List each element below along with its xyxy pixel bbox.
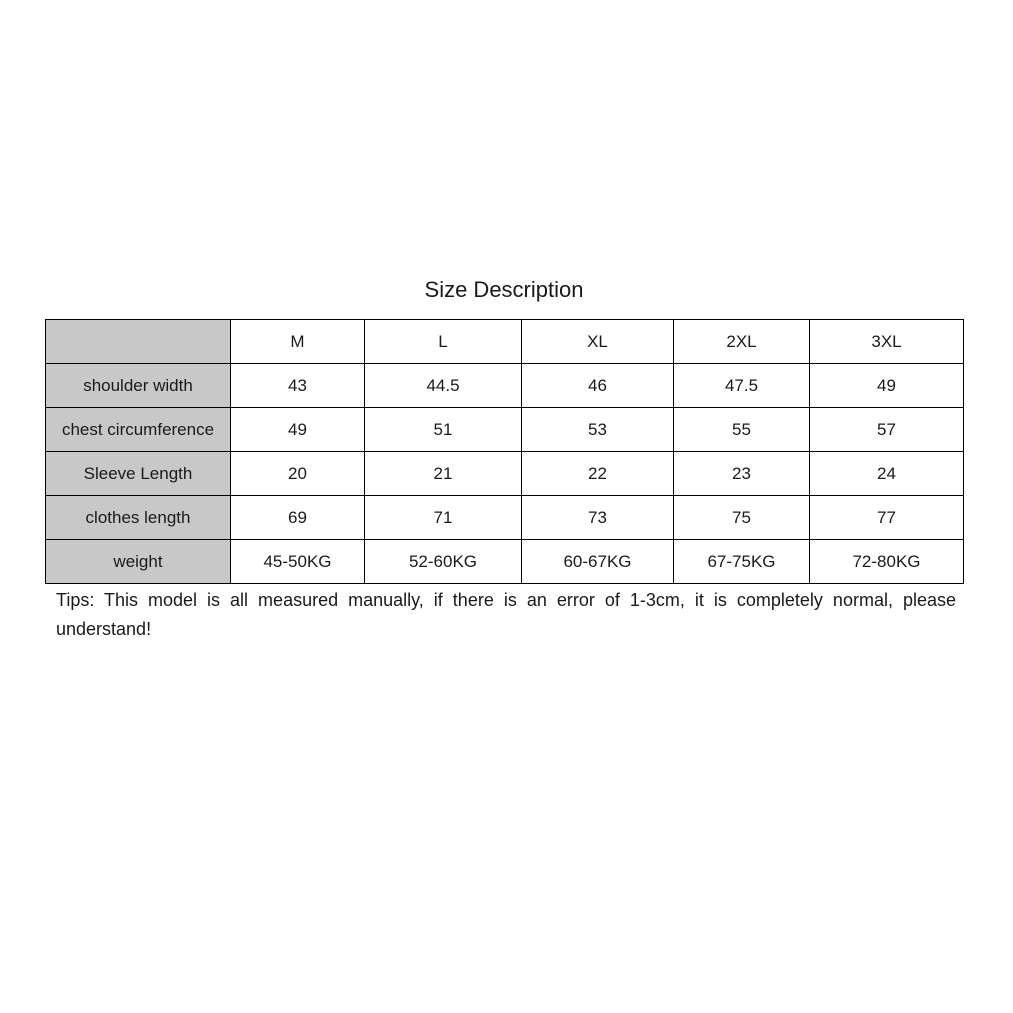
table-cell: 52-60KG [365, 540, 522, 584]
table-row-clothes-length [46, 496, 964, 540]
header-cell-l: L [365, 320, 522, 364]
table-cell: 21 [365, 452, 522, 496]
table-cell: 46 [522, 364, 674, 408]
header-cell-3xl: 3XL [810, 320, 964, 364]
table-row-shoulder-width [46, 364, 964, 408]
table-cell: 44.5 [365, 364, 522, 408]
header-cell-m: M [231, 320, 365, 364]
size-table [45, 319, 964, 584]
table-cell: 72-80KG [810, 540, 964, 584]
table-cell: 49 [231, 408, 365, 452]
tips-note: Tips: This model is all measured manually, if there is an error of 1-3cm, it is completely normal, please understand! [56, 590, 956, 639]
header-cell-xl: XL [522, 320, 674, 364]
table-cell: 69 [231, 496, 365, 540]
table-cell: 55 [674, 408, 810, 452]
row-label: Sleeve Length [46, 452, 231, 496]
table-header-row [46, 320, 964, 364]
page-title: Size Description [424, 277, 584, 302]
table-cell: 22 [522, 452, 674, 496]
table-cell: 49 [810, 364, 964, 408]
table-row-sleeve-length [46, 452, 964, 496]
table-row-chest-circumference [46, 408, 964, 452]
table-cell: 23 [674, 452, 810, 496]
table-cell: 77 [810, 496, 964, 540]
table-cell: 57 [810, 408, 964, 452]
row-label: clothes length [46, 496, 231, 540]
table-cell: 24 [810, 452, 964, 496]
table-cell: 73 [522, 496, 674, 540]
row-label: chest circumference [46, 408, 231, 452]
table-cell: 75 [674, 496, 810, 540]
row-label: shoulder width [46, 364, 231, 408]
header-cell-2xl: 2XL [674, 320, 810, 364]
table-cell: 43 [231, 364, 365, 408]
table-cell: 67-75KG [674, 540, 810, 584]
table-cell: 51 [365, 408, 522, 452]
table-cell: 45-50KG [231, 540, 365, 584]
table-cell: 53 [522, 408, 674, 452]
table-cell: 47.5 [674, 364, 810, 408]
header-corner-cell [46, 320, 231, 364]
table-cell: 20 [231, 452, 365, 496]
table-cell: 71 [365, 496, 522, 540]
table-cell: 60-67KG [522, 540, 674, 584]
row-label: weight [46, 540, 231, 584]
table-row-weight [46, 540, 964, 584]
